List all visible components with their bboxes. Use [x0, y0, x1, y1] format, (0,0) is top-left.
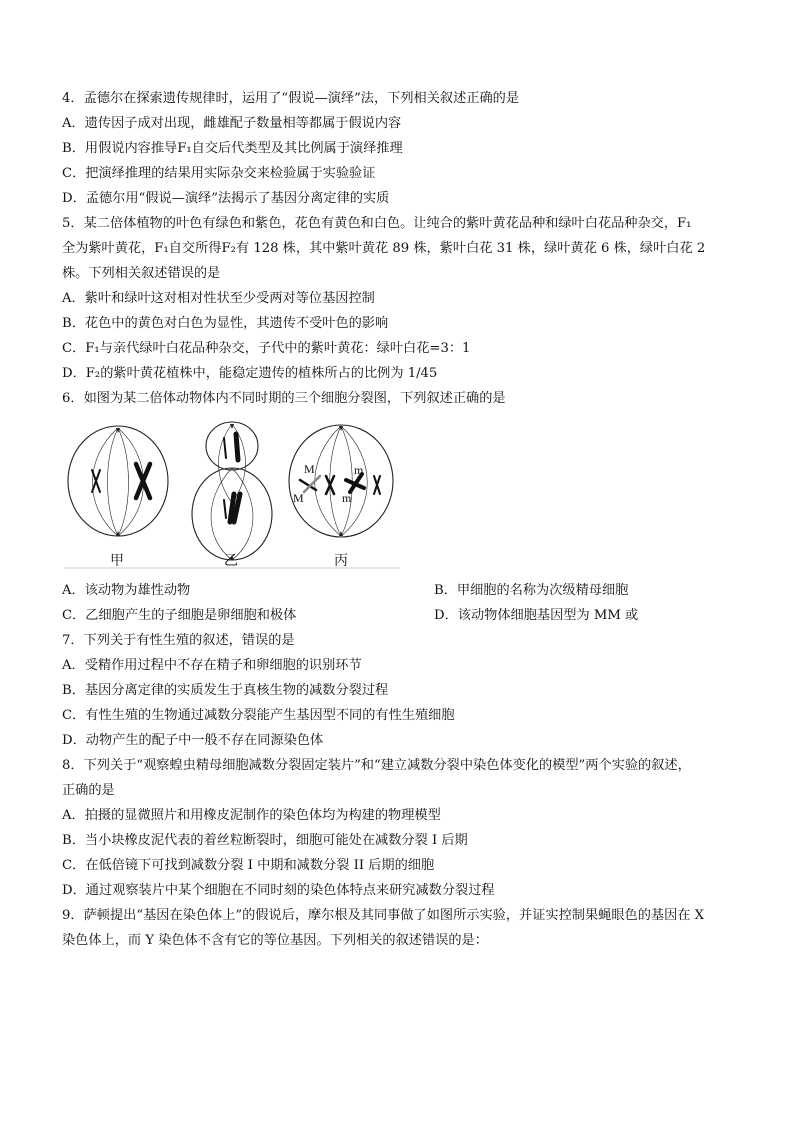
q5-option-d: D．F₂的紫叶黄花植株中，能稳定遗传的植株所占的比例为 1/45	[62, 366, 438, 381]
cell-division-figure	[64, 418, 400, 570]
gene-label-M2: M	[293, 491, 304, 505]
q8-option-b: B．当小块橡皮泥代表的着丝粒断裂时，细胞可能处在减数分裂 I 后期	[62, 833, 468, 848]
q7-option-a: A．受精作用过程中不存在精子和卵细胞的识别环节	[62, 658, 362, 673]
q6-stem: 6．如图为某二倍体动物体内不同时期的三个细胞分裂图，下列叙述正确的是	[62, 391, 506, 406]
q6-option-d-text: D．该动物体细胞基因型为 MM 或	[434, 608, 639, 623]
q8-stem-line1: 8．下列关于“观察蝗虫精母细胞减数分裂固定装片”和“建立减数分裂中染色体变化的模型”两个实验的叙述，	[62, 758, 691, 773]
q5-option-b: B．花色中的黄色对白色为显性，其遗传不受叶色的影响	[62, 316, 389, 331]
chromosomes-jia	[92, 464, 150, 498]
q7-stem: 7．下列关于有性生殖的叙述，错误的是	[62, 633, 295, 648]
figure-label-bing: 丙	[334, 553, 348, 569]
q9-stem-line1: 9．萨顿提出“基因在染色体上”的假说后，摩尔根及其同事做了如图所示实验，并证实控制果蝇眼色的基因在 X	[62, 908, 705, 923]
q8-option-c: C．在低倍镜下可找到减数分裂 I 中期和减数分裂 II 后期的细胞	[62, 858, 435, 873]
q4-option-a: A．遗传因子成对出现，雌雄配子数量相等都属于假说内容	[62, 116, 402, 131]
chromosomes-yi	[224, 434, 240, 522]
q6-option-c	[62, 607, 742, 625]
q7-option-b: B．基因分离定律的实质发生于真核生物的减数分裂过程	[62, 683, 389, 698]
q6-option-a	[62, 582, 742, 600]
q4-stem: 4．孟德尔在探索遗传规律时，运用了“假说—演绎”法，下列相关叙述正确的是	[62, 91, 520, 106]
q4-option-d: D．孟德尔用“假说—演绎”法揭示了基因分离定律的实质	[62, 191, 390, 206]
q8-option-d: D．通过观察装片中某个细胞在不同时刻的染色体特点来研究减数分裂过程	[62, 883, 495, 898]
q6-option-c-text: C．乙细胞产生的子细胞是卵细胞和极体	[62, 608, 297, 623]
chromosomes-bing	[300, 474, 380, 494]
q4-option-c: C．把演绎推理的结果用实际杂交来检验属于实验验证	[62, 166, 376, 181]
q7-option-d: D．动物产生的配子中一般不存在同源染色体	[62, 733, 324, 748]
q5-stem-line1: 5．某二倍体植物的叶色有绿色和紫色，花色有黄色和白色。让纯合的紫叶黄花品种和绿叶白花品种杂交，F₁	[62, 216, 692, 231]
q7-option-c: C．有性生殖的生物通过减数分裂能产生基因型不同的有性生殖细胞	[62, 708, 455, 723]
cell-jia-membrane	[68, 426, 168, 536]
q9-stem-line2: 染色体上，而 Y 染色体不含有它的等位基因。下列相关的叙述错误的是：	[62, 933, 488, 948]
cell-yi-upper	[206, 422, 258, 470]
figure-label-yi: 乙	[224, 553, 238, 569]
q5-stem-line3: 株。下列相关叙述错误的是	[62, 266, 221, 281]
q5-option-c: C．F₁与亲代绿叶白花品种杂交，子代中的紫叶黄花：绿叶白花=3：1	[62, 341, 471, 356]
q5-option-a: A．紫叶和绿叶这对相对性状至少受两对等位基因控制	[62, 291, 375, 306]
q6-option-a-text: A．该动物为雄性动物	[62, 583, 191, 598]
q6-option-b-text: B．甲细胞的名称为次级精母细胞	[434, 583, 629, 598]
gene-label-M1: M	[304, 462, 315, 476]
gene-label-m2: m	[342, 491, 352, 505]
gene-label-m1: m	[354, 463, 364, 477]
q4-option-b: B．用假说内容推导F₁自交后代类型及其比例属于演绎推理	[62, 141, 403, 156]
q8-stem-line2: 正确的是	[62, 783, 115, 798]
q8-option-a: A．拍摄的显微照片和用橡皮泥制作的染色体均为构建的物理模型	[62, 808, 441, 823]
figure-label-jia: 甲	[110, 553, 124, 569]
q5-stem-line2: 全为紫叶黄花，F₁自交所得F₂有 128 株，其中紫叶黄花 89 株，紫叶白花 31 株，绿叶黄花 6 株，绿叶白花 2	[62, 241, 706, 256]
